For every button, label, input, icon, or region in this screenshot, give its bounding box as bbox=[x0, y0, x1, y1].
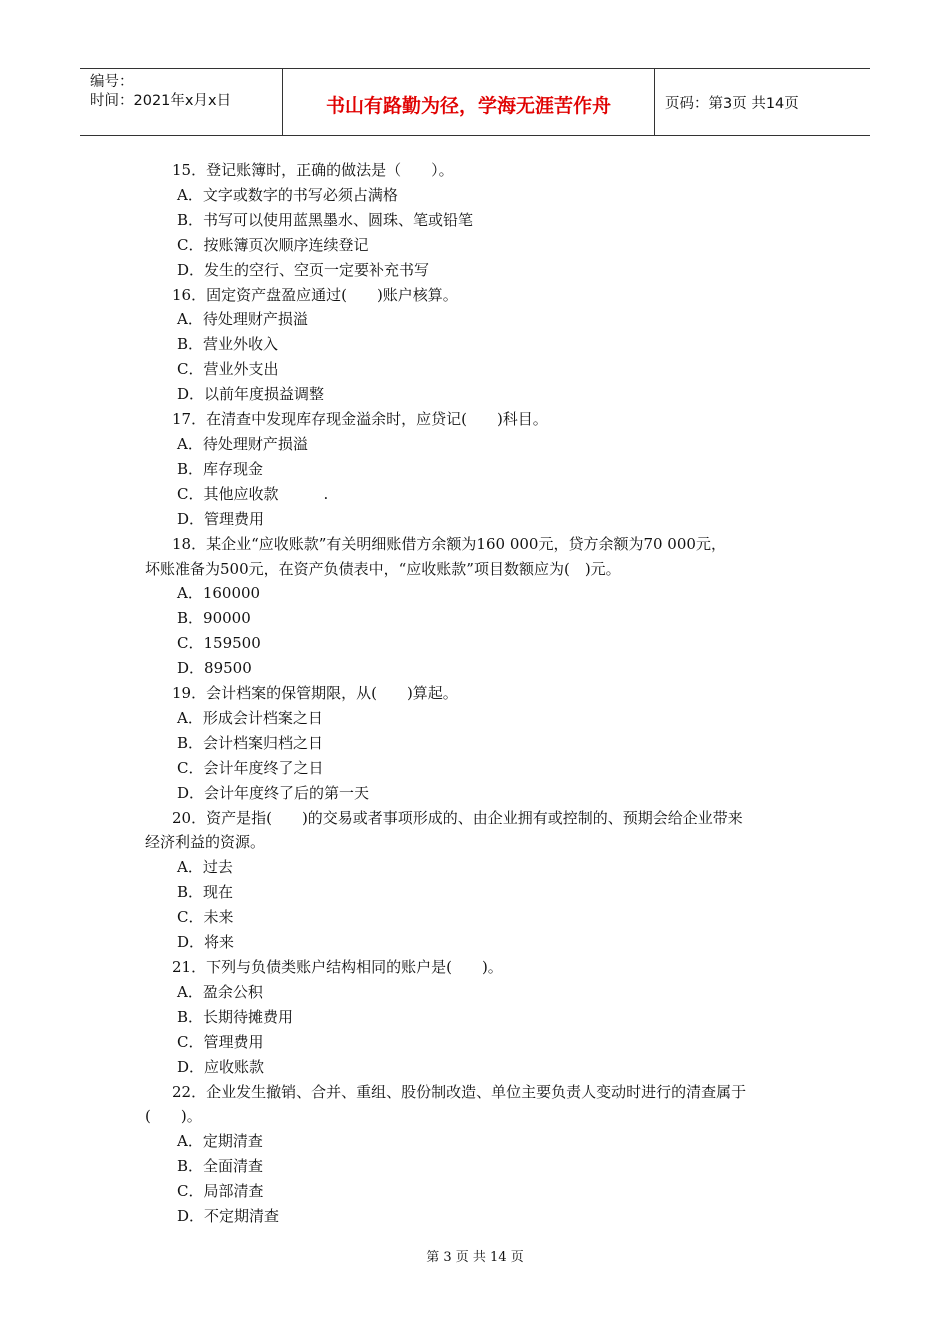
answer-option: B．书写可以使用蓝黑墨水、圆珠、笔或铅笔 bbox=[177, 210, 474, 229]
answer-option: C．159500 bbox=[177, 634, 261, 653]
question-text-continued: 经济利益的资源。 bbox=[145, 833, 266, 852]
answer-option: A．160000 bbox=[177, 584, 261, 603]
answer-option: D．发生的空行、空页一定要补充书写 bbox=[177, 260, 430, 279]
question-text-continued: ( )。 bbox=[145, 1107, 202, 1126]
answer-option: A．待处理财产损溢 bbox=[177, 310, 308, 329]
answer-option: D．会计年度终了后的第一天 bbox=[177, 783, 370, 802]
answer-option: C．会计年度终了之日 bbox=[177, 758, 324, 777]
header-meta bbox=[80, 69, 283, 135]
answer-option: D．管理费用 bbox=[177, 509, 265, 528]
question-text: 22．企业发生撤销、合并、重组、股份制改造、单位主要负责人变动时进行的清查属于 bbox=[172, 1082, 747, 1101]
header-motto: 书山有路勤为径，学海无涯苦作舟 bbox=[283, 69, 655, 135]
answer-option: B．会计档案归档之日 bbox=[177, 733, 324, 752]
answer-option: B．现在 bbox=[177, 883, 234, 902]
answer-option: A．形成会计档案之日 bbox=[177, 708, 323, 727]
question-text: 15．登记账簿时，正确的做法是（ ）。 bbox=[172, 161, 454, 179]
answer-option: B．库存现金 bbox=[177, 459, 264, 478]
answer-option: B．90000 bbox=[177, 609, 251, 628]
question-text: 21．下列与负债类账户结构相同的账户是( )。 bbox=[172, 958, 503, 976]
question-text: 16．固定资产盘盈应通过( )账户核算。 bbox=[172, 285, 458, 304]
answer-option: C．按账簿页次顺序连续登记 bbox=[177, 235, 369, 254]
question-text: 20．资产是指( )的交易或者事项形成的、由企业拥有或控制的、预期会给企业带来 bbox=[172, 808, 743, 827]
answer-option: C．管理费用 bbox=[177, 1032, 264, 1051]
answer-option: A．待处理财产损溢 bbox=[177, 434, 308, 453]
answer-option: D．89500 bbox=[177, 659, 252, 678]
question-text: 17．在清查中发现库存现金溢余时，应贷记( )科目。 bbox=[172, 410, 548, 429]
answer-option: D．以前年度损益调整 bbox=[177, 385, 325, 404]
answer-option: C．局部清查 bbox=[177, 1182, 264, 1201]
answer-option: D．应收账款 bbox=[177, 1057, 265, 1076]
answer-option: D．将来 bbox=[177, 933, 235, 952]
answer-option: B．长期待摊费用 bbox=[177, 1007, 294, 1026]
answer-option: A．定期清查 bbox=[177, 1132, 263, 1151]
answer-option: A．过去 bbox=[177, 858, 233, 877]
page-footer: 第 3 页 共 14 页 bbox=[426, 1250, 524, 1265]
answer-option: C．其他应收款 . bbox=[177, 484, 329, 503]
question-list bbox=[145, 158, 810, 1229]
answer-option: B．营业外收入 bbox=[177, 335, 279, 354]
answer-option: D．不定期清查 bbox=[177, 1207, 280, 1226]
header-page-info: 页码：第3页 共14页 bbox=[665, 95, 799, 112]
answer-option: A．盈余公积 bbox=[177, 982, 263, 1001]
document-number-label: 编号： bbox=[90, 74, 134, 90]
document-date-label: 时间：2021年x月x日 bbox=[90, 93, 232, 109]
answer-option: C．未来 bbox=[177, 908, 234, 927]
question-text-continued: 坏账准备为500元，在资产负债表中，“应收账款”项目数额应为( )元。 bbox=[145, 559, 621, 578]
answer-option: A．文字或数字的书写必须占满格 bbox=[177, 185, 398, 204]
answer-option: C．营业外支出 bbox=[177, 360, 279, 379]
question-text: 18．某企业“应收账款”有关明细账借方余额为160 000元，贷方余额为70 000元， bbox=[172, 534, 726, 553]
question-text: 19．会计档案的保管期限，从( )算起。 bbox=[172, 684, 458, 703]
page-header bbox=[80, 68, 870, 136]
answer-option: B．全面清查 bbox=[177, 1157, 264, 1176]
